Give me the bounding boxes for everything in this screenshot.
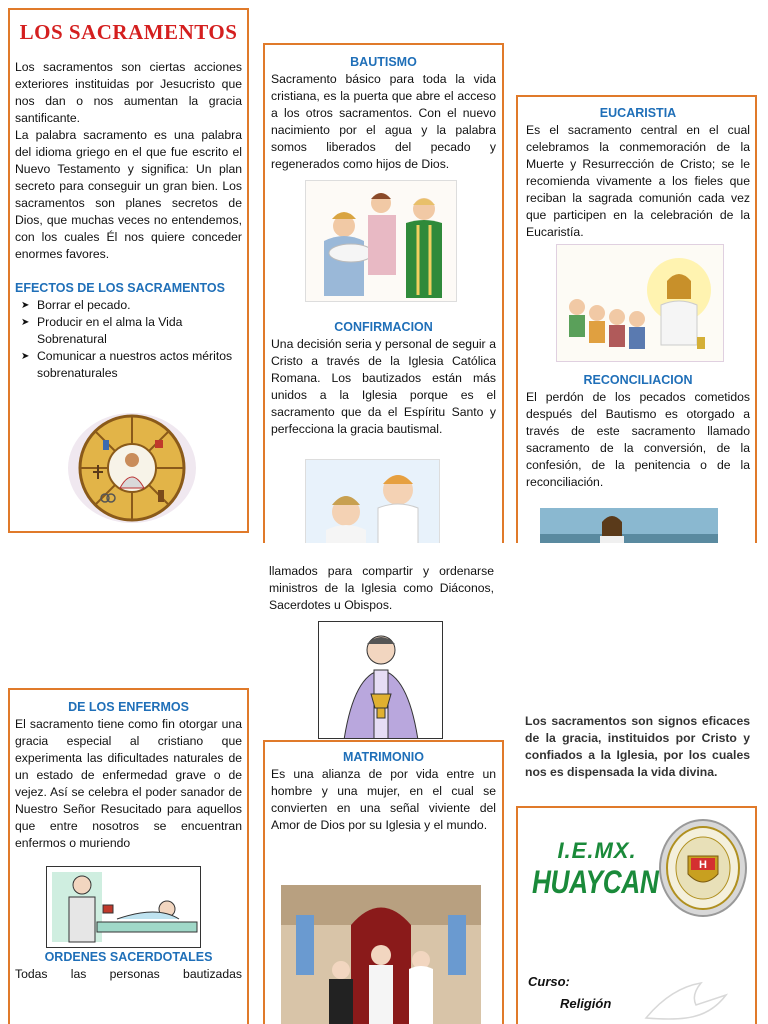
enfermos-panel <box>8 688 249 1024</box>
confirmacion-heading: CONFIRMACION <box>334 320 433 334</box>
reconciliacion-text: El perdón de los pecados cometidos después del Bautismo es otorgado a través de este sacramento llamado sacramento de la conversión, de la confesión, de la penitencia o de la reconciliación. <box>526 390 750 489</box>
list-item: ➤ Borrar el pecado. <box>21 298 131 312</box>
matrimonio-heading: MATRIMONIO <box>342 750 424 764</box>
priest-image <box>318 621 443 739</box>
arrow-bullet-icon: ➤ <box>21 317 30 328</box>
baptism-image <box>305 180 457 302</box>
course-value: Religión <box>560 996 612 1011</box>
bautismo-text: Sacramento básico para toda la vida cristiana, es la puerta que abre el acceso a los otros sacramentos. Con el nuevo nacimiento por el agua y la palabra somos liberados del pecado y regenerados como hijos de Dios. <box>271 72 496 171</box>
eucharist-image <box>556 244 724 362</box>
bautismo-heading: BAUTISMO <box>350 55 417 69</box>
school-panel <box>516 806 757 1024</box>
ordenes-continuation-text: llamados para compartir y ordenarse ministros de la Iglesia como Diáconos, Sacerdotes u Obispos. <box>269 564 494 612</box>
reconciliacion-heading: RECONCILIACION <box>583 373 693 387</box>
intro-panel <box>8 8 249 533</box>
school-line-1: I.E.MX. <box>557 838 637 863</box>
matrimonio-panel <box>263 740 504 1024</box>
ordenes-heading: ORDENES SACERDOTALES <box>44 950 213 964</box>
school-line-2: HUAYCAN <box>532 864 659 900</box>
intro-paragraph-2: La palabra sacramento es una palabra del idioma griego en el que fue escrito el Nuevo Testamento y significa: Un plan secreto para conseguir un gran bien. Los sacramentos son planes secretos de Dios, que muchas veces no entendemos, con los cuales Él nos quiere conceder enormes favores. <box>15 128 242 261</box>
arrow-bullet-icon: ➤ <box>21 300 30 311</box>
reconciliation-image <box>540 508 718 543</box>
enfermos-heading: DE LOS ENFERMOS <box>68 700 189 714</box>
ordenes-text: Todas las personas bautizadas <box>15 967 242 981</box>
bautismo-panel <box>263 43 504 543</box>
enfermos-text: El sacramento tiene como fin otorgar una gracia especial al cristiano que experimenta las dificultades naturales de un estado de enfermedad grave o de vejez. Así se celebra el poder sanador de Nuestro Señor Resucitado para aquellos que entre nosotros se encuentran enfermos o muriendo <box>15 717 242 850</box>
sacraments-wheel-image <box>65 410 200 525</box>
confirmation-image <box>305 459 440 543</box>
eucaristia-panel <box>516 95 757 543</box>
effects-list <box>15 297 242 382</box>
eucaristia-heading: EUCARISTIA <box>599 106 677 120</box>
anointing-sick-image <box>46 866 201 948</box>
dove-icon <box>636 978 731 1024</box>
confirmacion-text: Una decisión seria y personal de seguir a Cristo a través de la Iglesia Católica Romana. Los bautizados están más unidos a la Iglesia porque es el sacramento que da el Espíritu Santo y perfecciona la gracia bautismal. <box>271 337 496 436</box>
page-title: LOS SACRAMENTOS <box>19 20 238 44</box>
summary-text: Los sacramentos son signos eficaces de la gracia, instituidos por Cristo y confiados a la Iglesia, por los cuales nos es dispensada la vida divina. <box>525 714 750 779</box>
effects-heading: EFECTOS DE LOS SACRAMENTOS <box>15 281 225 295</box>
school-name-block <box>532 838 662 901</box>
course-label: Curso: <box>528 974 570 989</box>
intro-paragraph-1: Los sacramentos son ciertas acciones exteriores instituidas por Jesucristo que nos dan o nos aumentan la gracia santificante. <box>15 60 242 125</box>
wedding-image <box>281 885 481 1024</box>
arrow-bullet-icon: ➤ <box>21 351 30 362</box>
matrimonio-text: Es una alianza de por vida entre un hombre y una mujer, en el cual se convierten en una señal viviente del Amor de Dios por su Iglesia y el mundo. <box>271 767 496 832</box>
seal-letter: H <box>699 859 707 871</box>
list-item: ➤ Producir en el alma la Vida Sobrenatural <box>21 315 183 346</box>
school-seal-logo <box>658 818 748 918</box>
list-item: ➤ Comunicar a nuestros actos méritos sobrenaturales <box>21 349 233 380</box>
eucaristia-text: Es el sacramento central en el cual celebramos la conmemoración de la Muerte y Resurrección de Cristo; se le recomienda vivamente a los fieles que reciban la sagrada comunión cada vez que participen en la celebración de la Eucaristía. <box>526 123 750 239</box>
